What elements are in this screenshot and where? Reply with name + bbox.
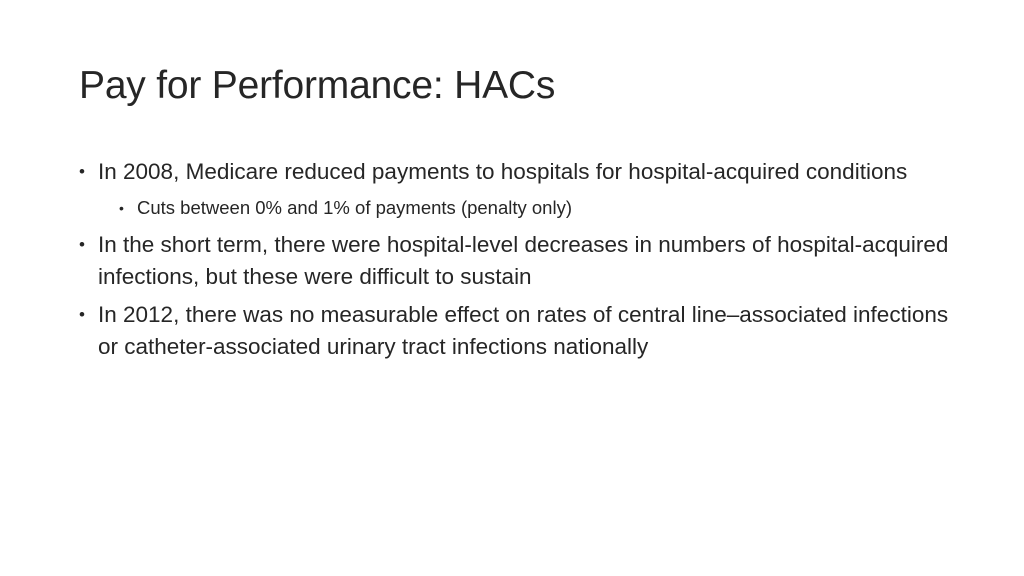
bullet-dot-icon: • (79, 235, 85, 254)
bullet-item (79, 229, 949, 293)
bullet-text: In the short term, there were hospital-level decreases in numbers of hospital-acquired infections, but these were difficult to sustain (98, 232, 949, 289)
bullet-text: In 2012, there was no measurable effect on rates of central line–associated infections or catheter-associated urinary tract infections nationally (98, 302, 949, 359)
bullet-text: In 2008, Medicare reduced payments to hospitals for hospital-acquired conditions (98, 159, 908, 184)
sub-bullet-dot-icon: • (119, 200, 124, 216)
bullet-item (79, 156, 949, 188)
slide-title: Pay for Performance: HACs (79, 64, 556, 107)
bullet-dot-icon: • (79, 305, 85, 324)
bullet-item (79, 299, 949, 363)
bullet-list (79, 156, 949, 369)
sub-bullet-item (119, 194, 949, 222)
bullet-dot-icon: • (79, 162, 85, 181)
sub-bullet-text: Cuts between 0% and 1% of payments (penalty only) (137, 197, 572, 218)
